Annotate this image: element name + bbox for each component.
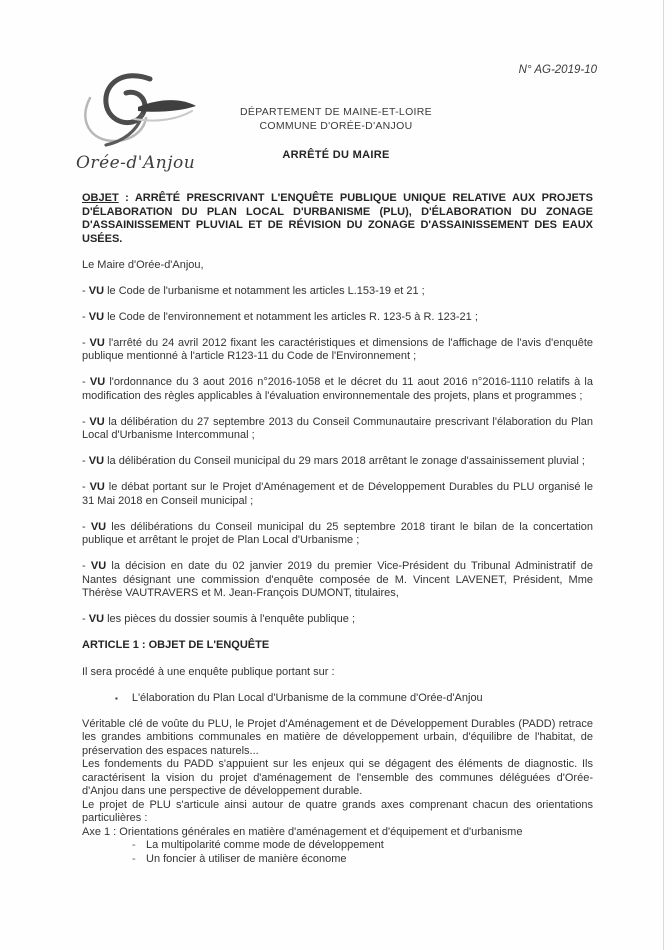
vu-text: les pièces du dossier soumis à l'enquête publique ; — [107, 613, 355, 625]
vu-label: VU — [88, 613, 105, 625]
vu-label: VU — [88, 284, 105, 297]
vu-text: le Code de l'environnement et notamment les articles R. 123-5 à R. 123-21 ; — [107, 310, 478, 323]
objet-label: OBJET — [82, 192, 119, 204]
vu-dash: - — [82, 310, 86, 323]
vu-dash: - — [82, 415, 86, 428]
vu-label: VU — [90, 560, 107, 572]
vu-item — [82, 337, 593, 364]
vu-text: l'arrêté du 24 avril 2012 fixant les caractéristiques et dimensions de l'affichage de l'avis d'enquête publique mentionné à l'article R123-11 du Code de l'Environnement ; — [82, 336, 593, 362]
document-type-title: ARRÊTÉ DU MAIRE — [282, 149, 390, 161]
document-number: N° AG-2019-10 — [518, 64, 597, 76]
vu-text: la délibération du Conseil municipal du 29 mars 2018 arrêtant le zonage d'assainissement pluvial ; — [107, 455, 585, 467]
document-body — [82, 192, 593, 866]
scan-edge-line — [663, 0, 664, 950]
vu-dash: - — [82, 613, 86, 625]
vu-item — [82, 613, 593, 627]
article-1-heading: ARTICLE 1 : OBJET DE L'ENQUÊTE — [82, 639, 270, 651]
vu-label: VU — [90, 520, 107, 533]
vu-item — [82, 455, 593, 469]
padd-paragraph-1: Véritable clé de voûte du PLU, le Projet d'Aménagement et de Développement Durables (PADD) retrace les grandes ambitions communales en matière de développement urbain, d'équilibre de l'habitat, de préservation des espaces naturels... — [82, 717, 593, 757]
vu-dash: - — [82, 336, 86, 349]
square-bullet-icon: ▪ — [115, 693, 118, 703]
vu-text: le Code de l'urbanisme et notamment les articles L.153-19 et 21 ; — [107, 284, 425, 297]
axe-1-sub-item — [132, 839, 593, 853]
vu-item — [82, 376, 593, 403]
commune-line: COMMUNE D'ORÉE-D'ANJOU — [259, 119, 413, 132]
vu-item — [82, 560, 593, 601]
vu-dash: - — [82, 520, 86, 533]
sub-item-text: Un foncier à utiliser de manière économe — [146, 852, 347, 865]
document-header — [186, 106, 486, 163]
department-line: DÉPARTEMENT DE MAINE-ET-LOIRE — [240, 106, 432, 118]
vu-item — [82, 416, 593, 443]
vu-text: le débat portant sur le Projet d'Aménagement et de Développement Durables du PLU organisé le 31 Mai 2018 en Conseil municipal ; — [82, 481, 593, 507]
axe-1-line: Axe 1 : Orientations générales en matière d'aménagement et d'équipement et d'urbanisme — [82, 825, 523, 838]
logo-text: Orée-d'Anjou — [76, 153, 196, 173]
vu-dash: - — [82, 376, 86, 388]
vu-item — [82, 481, 593, 508]
vu-text: la délibération du 27 septembre 2013 du Conseil Communautaire prescrivant l'élaboration du Plan Local d'Urbanisme Intercommunal ; — [82, 415, 593, 441]
salutation-line: Le Maire d'Orée-d'Anjou, — [82, 258, 204, 271]
vu-dash: - — [82, 284, 86, 297]
vu-label: VU — [89, 481, 105, 493]
vu-label: VU — [88, 310, 105, 323]
vu-item — [82, 311, 593, 325]
dash-bullet-icon: - — [132, 852, 136, 865]
axe-1-sub-item — [132, 853, 593, 867]
vu-label: VU — [89, 415, 105, 428]
vu-item — [82, 285, 593, 299]
dash-bullet-icon: - — [132, 839, 136, 851]
vu-item — [82, 521, 593, 548]
padd-paragraph-2: Les fondements du PADD s'appuient sur les enjeux qui se dégagent des éléments de diagnostic. Ils caractérisent la vision du projet d'aménagement de l'ensemble des communes déléguées d'Orée-d'Anjou dans une perspective de développement durable. — [82, 758, 593, 797]
vu-label: VU — [89, 376, 106, 388]
vu-dash: - — [82, 481, 86, 493]
vu-text: l'ordonnance du 3 aout 2016 n°2016-1058 et le décret du 11 aout 2016 n°2016-1110 relatifs à la modification des règles applicables à l'évaluation environnementale des projets, plans et programmes ; — [82, 376, 593, 402]
objet-text: : ARRÊTÉ PRESCRIVANT L'ENQUÊTE PUBLIQUE UNIQUE RELATIVE AUX PROJETS D'ÉLABORATION DU PLAN LOCAL D'URBANISME (PLU), D'ÉLABORATION DU ZONAGE D'ASSAINISSEMENT PLUVIAL ET DE RÉVISION DU ZONAGE D'ASSAINISSEMENT DES EAUX USÉES. — [82, 192, 593, 245]
vu-text: les délibérations du Conseil municipal du 25 septembre 2018 tirant le bilan de la concertation publique et arrêtant le projet de Plan Local d'Urbanisme ; — [82, 520, 594, 546]
bullet-item — [115, 692, 593, 706]
vu-dash: - — [82, 455, 86, 467]
objet-paragraph — [82, 192, 593, 246]
vu-text: la décision en date du 02 janvier 2019 du premier Vice-Président du Tribunal Administratif de Nantes désignant une commission d'enquête composée de M. Vincent LAVENET, Président, Mme Thérèse VAUTRAVERS et M. Jean-François DUMONT, titulaires, — [82, 560, 593, 599]
sub-item-text: La multipolarité comme mode de développement — [146, 839, 384, 851]
article-1-intro: Il sera procédé à une enquête publique portant sur : — [82, 665, 335, 678]
vu-dash: - — [82, 560, 86, 572]
vu-label: VU — [88, 455, 105, 467]
vu-label: VU — [89, 336, 105, 349]
padd-paragraph-3: Le projet de PLU s'articule ainsi autour de quatre grands axes comprenant chacun des orientations particulières : — [82, 798, 593, 824]
bullet-text: L'élaboration du Plan Local d'Urbanisme de la commune d'Orée-d'Anjou — [131, 691, 483, 704]
